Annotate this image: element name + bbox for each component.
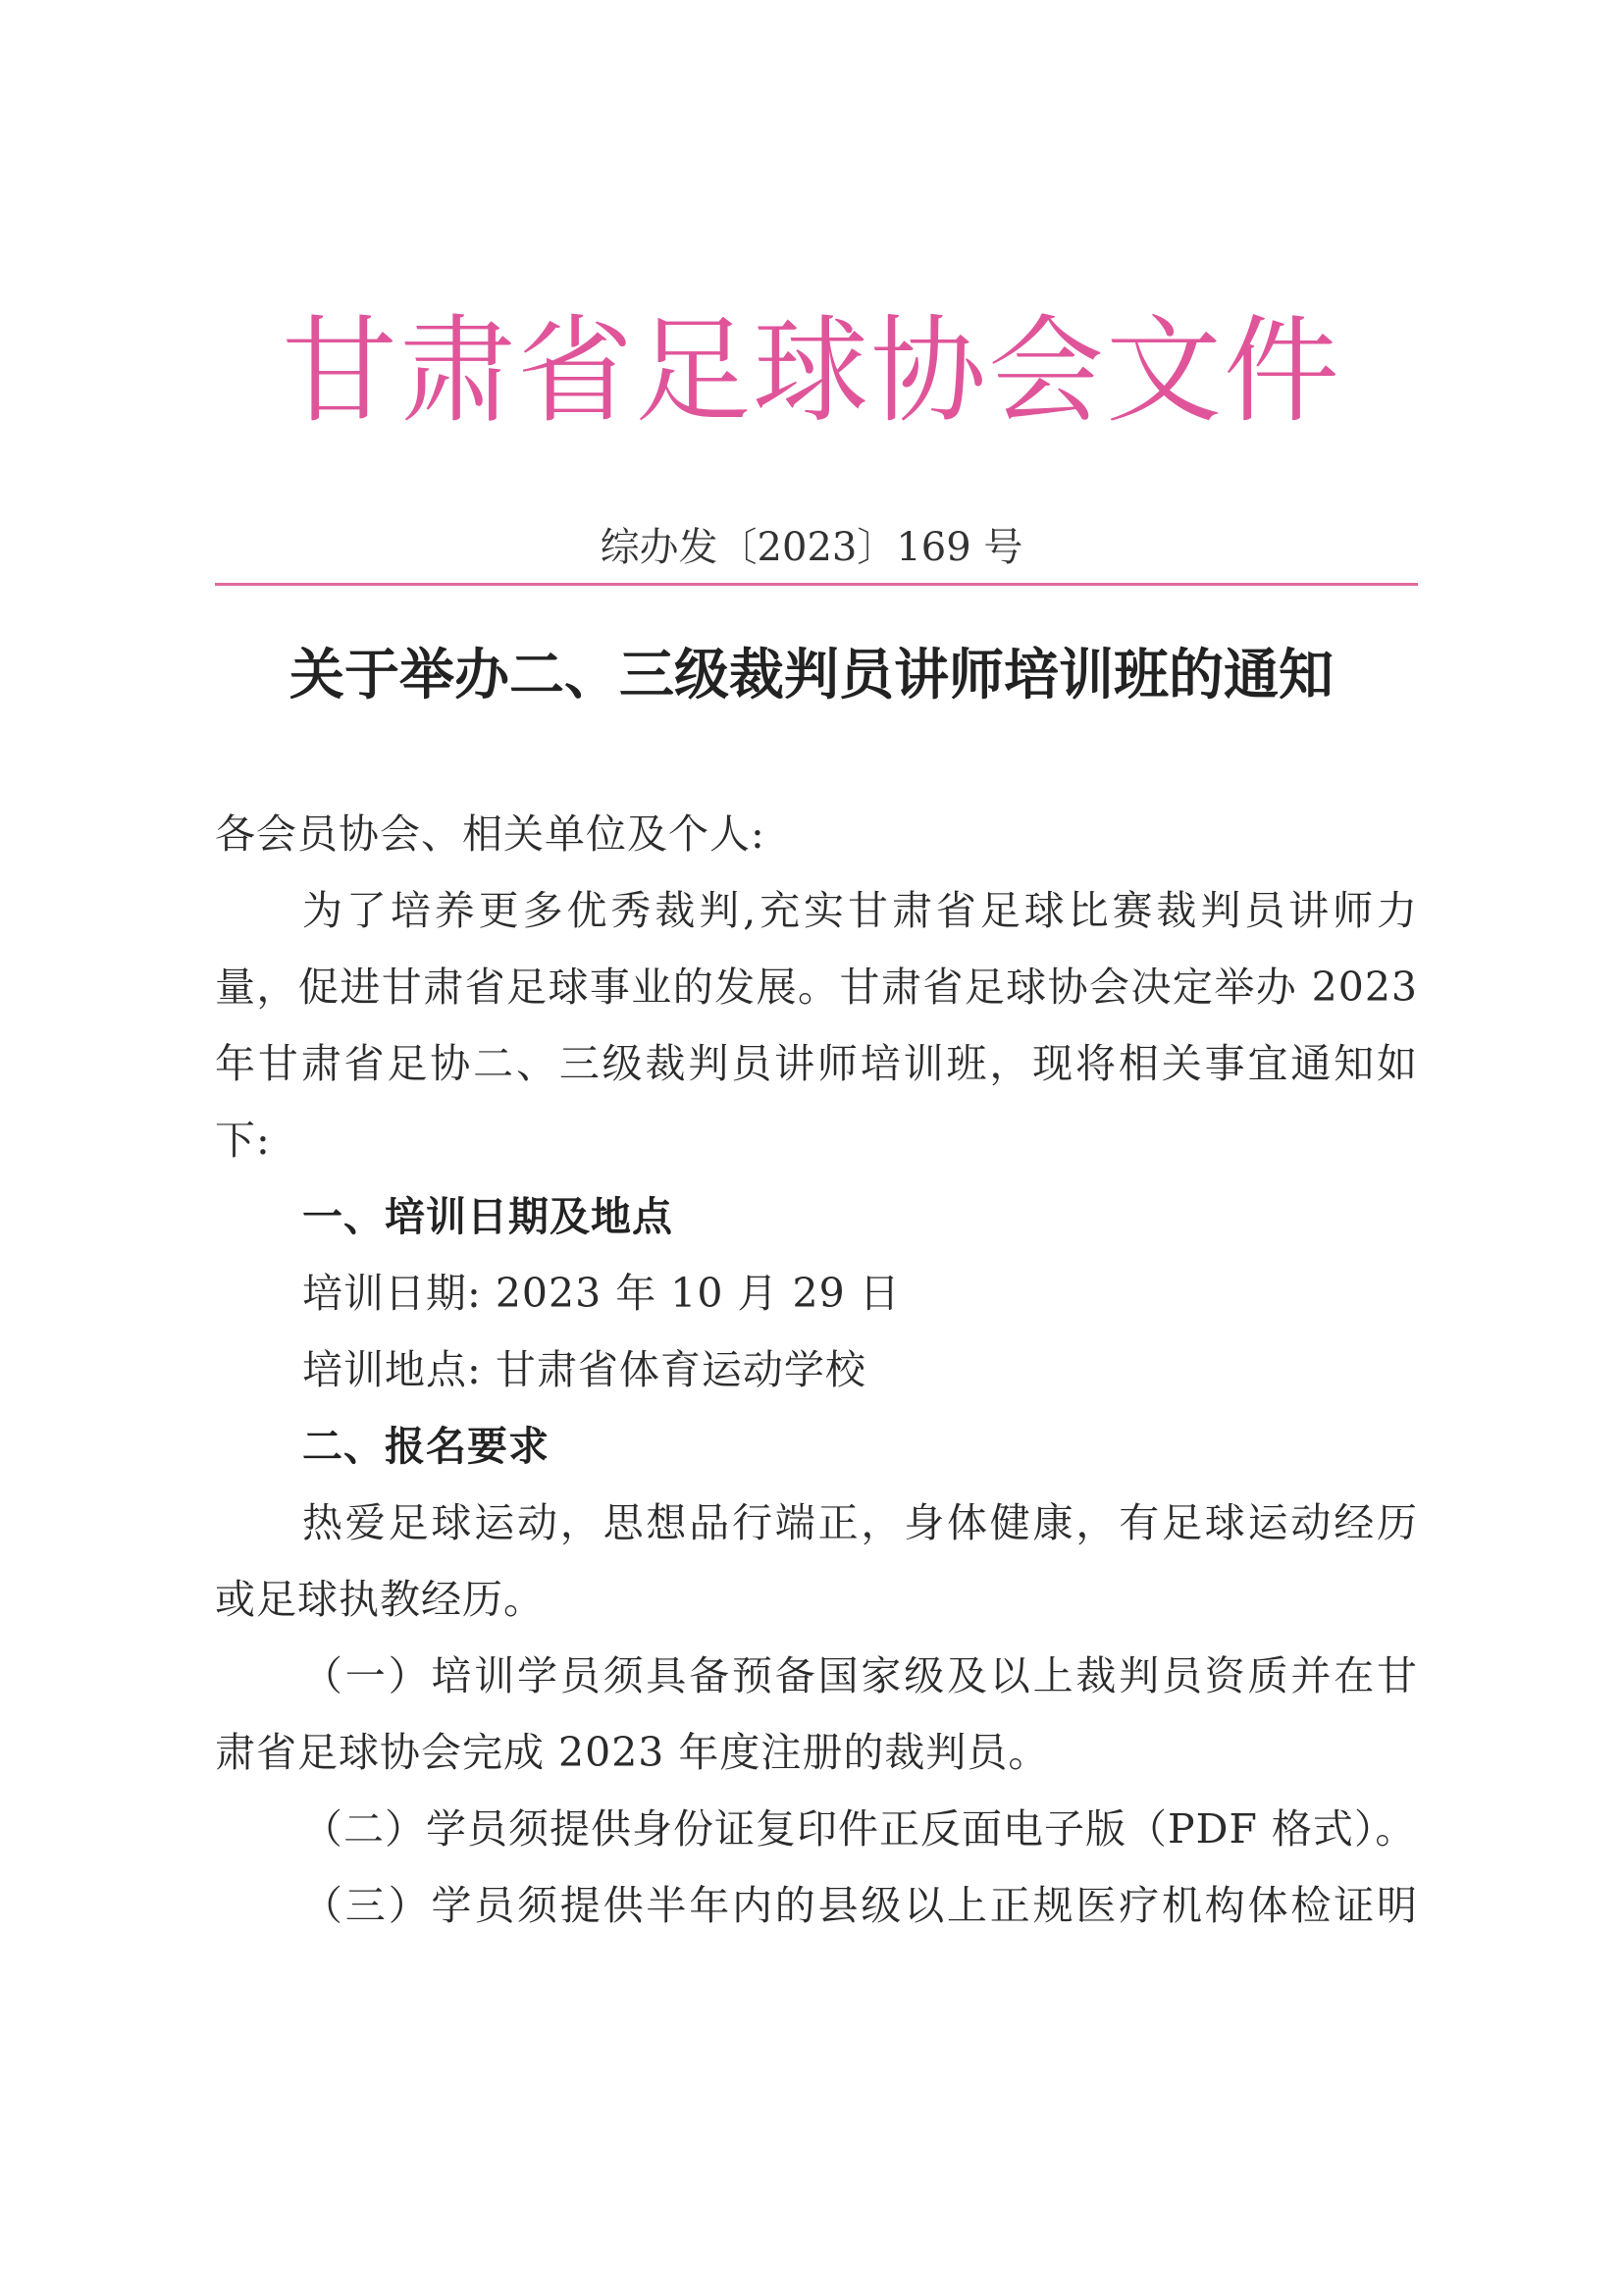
requirement-line-2: 或足球执教经历。 [215,1576,545,1623]
requirement-item-2: （二）学员须提供身份证复印件正反面电子版（PDF 格式）。 [302,1805,1417,1852]
requirement-line-1: 热爱足球运动，思想品行端正，身体健康，有足球运动经历 [302,1499,1418,1546]
section-1-heading: 一、培训日期及地点 [302,1193,673,1240]
training-location: 培训地点: 甘肃省体育运动学校 [302,1346,866,1393]
intro-line-1: 为了培养更多优秀裁判,充实甘肃省足球比赛裁判员讲师力 [302,887,1418,934]
header-divider [215,583,1418,586]
requirement-item-3: （三）学员须提供半年内的县级以上正规医疗机构体检证明 [302,1882,1418,1929]
section-2-heading: 二、报名要求 [302,1423,550,1470]
org-header-title: 甘肃省足球协会文件 [281,303,1341,439]
requirement-item-1-line-1: （一）培训学员须具备预备国家级及以上裁判员资质并在甘 [302,1652,1418,1699]
requirement-item-1-line-2: 肃省足球协会完成 2023 年度注册的裁判员。 [215,1729,1050,1776]
document-number: 综办发〔2023〕169 号 [600,525,1023,570]
training-date: 培训日期: 2023 年 10 月 29 日 [302,1270,901,1317]
notice-title: 关于举办二、三级裁判员讲师培训班的通知 [289,643,1334,707]
intro-line-3: 年甘肃省足协二、三级裁判员讲师培训班，现将相关事宜通知如 [215,1040,1418,1087]
salutation: 各会员协会、相关单位及个人: [215,810,765,858]
intro-line-2: 量，促进甘肃省足球事业的发展。甘肃省足球协会决定举办 2023 [215,964,1418,1011]
intro-line-4: 下: [215,1117,271,1164]
